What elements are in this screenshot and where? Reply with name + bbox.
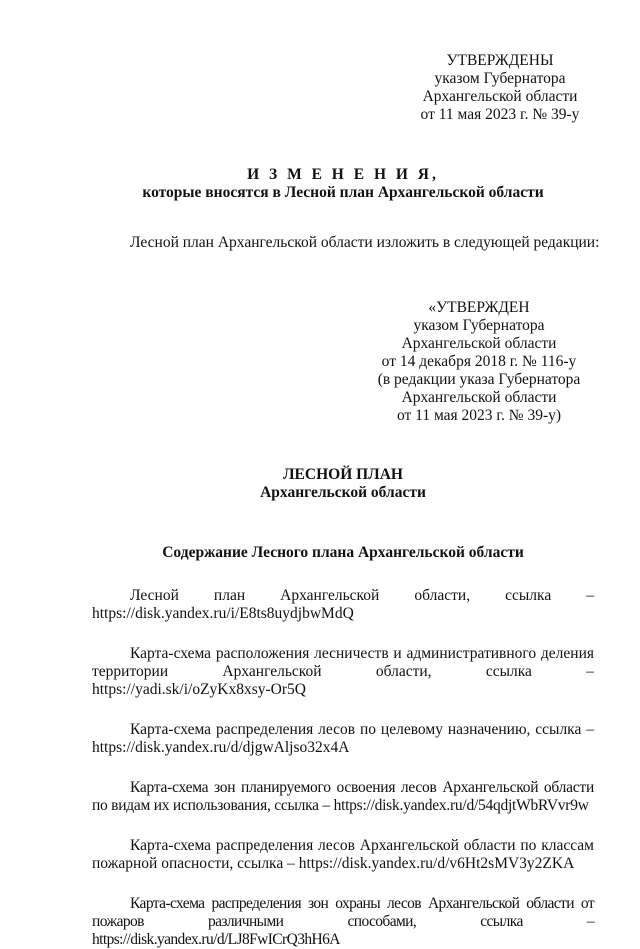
- approval-stamp-top: [400, 52, 600, 124]
- contents-item-link[interactable]: https://disk.yandex.ru/d/LJ8FwICrQ3hH6A: [92, 931, 340, 948]
- contents-item-link[interactable]: https://disk.yandex.ru/d/v6Ht2sMV3y2ZKA: [298, 855, 575, 872]
- approval-line: от 11 мая 2023 г. № 39-у): [396, 407, 562, 424]
- contents-item-text: Карта-схема зон планируемого освоения лесов Архангельской области по видам их использования, ссылка –: [92, 779, 594, 814]
- approval-line: от 14 декабря 2018 г. № 116-у: [381, 353, 577, 370]
- contents-item-text: Карта-схема распределения зон охраны лесов Архангельской области от пожаров различными способами, ссылка –: [92, 895, 594, 930]
- contents-item: [92, 895, 594, 949]
- contents-item: [92, 721, 594, 757]
- approval-line: от 11 мая 2023 г. № 39-у: [420, 106, 580, 123]
- contents-item-text: Карта-схема расположения лесничеств и административного деления территории Архангельской области, ссылка –: [92, 645, 594, 680]
- approval-line: указом Губернатора: [434, 70, 566, 87]
- approval-stamp-quoted: [364, 299, 594, 425]
- contents-title: Содержание Лесного плана Архангельской области: [162, 544, 524, 561]
- intro-paragraph: Лесной план Архангельской области изложить в следующей редакции:: [130, 234, 600, 251]
- contents-item-link[interactable]: https://disk.yandex.ru/i/E8ts8uydjbwMdQ: [92, 605, 354, 622]
- approval-line: Архангельской области: [422, 88, 578, 105]
- contents-item: [92, 645, 594, 699]
- title-subheading: которые вносятся в Лесной план Архангельской области: [142, 184, 544, 201]
- contents-item-text: Карта-схема распределения лесов Архангельской области по классам пожарной опасности, ссылка –: [92, 837, 594, 872]
- contents-item: [92, 779, 594, 815]
- contents-item-link[interactable]: https://disk.yandex.ru/d/djgwAljso32x4A: [92, 739, 350, 756]
- contents-item-text: Лесной план Архангельской области, ссылка –: [130, 587, 594, 604]
- approval-line: указом Губернатора: [413, 317, 545, 334]
- document-title: [92, 166, 594, 202]
- approval-line: Архангельской области: [401, 335, 557, 352]
- contents-item: [92, 837, 594, 873]
- approval-line: Архангельской области: [401, 389, 557, 406]
- plan-subtitle: Архангельской области: [260, 484, 426, 501]
- approval-line: (в редакции указа Губернатора: [377, 371, 581, 388]
- contents-item-link[interactable]: https://disk.yandex.ru/d/54qdjtWbRVvr9w: [333, 797, 589, 814]
- contents-item-link[interactable]: https://yadi.sk/i/oZyKx8xsy-Or5Q: [92, 681, 306, 698]
- title-heading: И З М Е Н Е Н И Я,: [247, 166, 439, 183]
- plan-title-block: [92, 466, 594, 502]
- plan-title: ЛЕСНОЙ ПЛАН: [283, 466, 403, 483]
- approval-line: «УТВЕРЖДЕН: [428, 299, 530, 316]
- contents-item-text: Карта-схема распределения лесов по целевому назначению, ссылка –: [130, 721, 594, 738]
- contents-item: [92, 587, 594, 623]
- approval-line: УТВЕРЖДЕНЫ: [446, 52, 554, 69]
